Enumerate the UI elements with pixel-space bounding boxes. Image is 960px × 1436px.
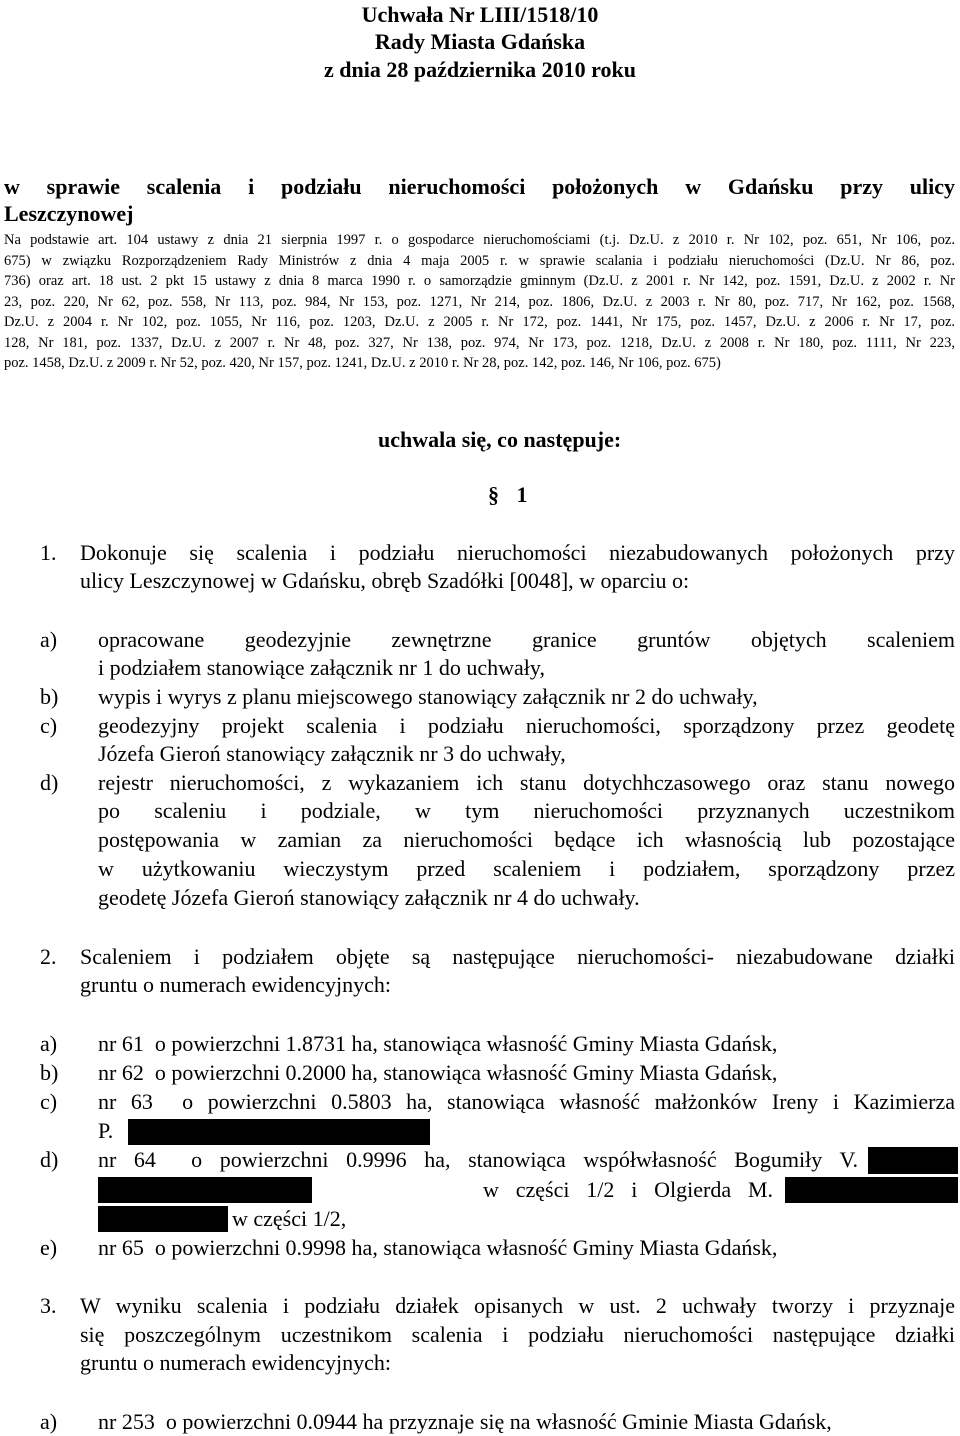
- list-item-line: postępowania w zamian za nieruchomości będące ich własnością lub pozostające: [98, 827, 955, 852]
- list-item-label: c): [40, 1089, 58, 1114]
- paragraph-line: Dokonuje się scalenia i podziału nieruchomości niezabudowanych położonych przy: [80, 540, 955, 565]
- subject-line: Leszczynowej: [4, 201, 134, 226]
- list-item-label: d): [40, 770, 59, 795]
- list-item-label: b): [40, 1060, 59, 1085]
- list-item-line: nr 63 o powierzchni 0.5803 ha, stanowiąca własność małżonków Ireny i Kazimierza: [98, 1089, 955, 1114]
- list-item-line: nr 61 o powierzchni 1.8731 ha, stanowiąca własność Gminy Miasta Gdańsk,: [98, 1031, 778, 1056]
- legal-basis-line: poz. 1458, Dz.U. z 2009 r. Nr 52, poz. 420, Nr 157, poz. 1241, Dz.U. z 2010 r. Nr 28, poz. 142, poz. 146, Nr 106, poz. 675): [4, 355, 721, 371]
- list-item-line: wypis i wyrys z planu miejscowego stanowiący załącznik nr 2 do uchwały,: [98, 684, 758, 709]
- paragraph-line: Scaleniem i podziałem objęte są następujące nieruchomości- niezabudowane działki: [80, 944, 955, 969]
- legal-basis-line: 128, Nr 181, poz. 1337, Dz.U. z 2007 r. Nr 48, poz. 327, Nr 138, poz. 974, Nr 173, poz. 1218, Dz.U. z 2008 r. Nr 180, poz. 1111, Nr 223,: [4, 335, 955, 351]
- paragraph-line: gruntu o numerach ewidencyjnych:: [80, 1350, 391, 1375]
- list-item-line: i podziałem stanowiące załącznik nr 1 do uchwały,: [98, 655, 545, 680]
- list-item-line: geodetę Józefa Gieroń stanowiący załącznik nr 4 do uchwały.: [98, 885, 640, 910]
- redaction-box: [98, 1177, 312, 1203]
- legal-basis-line: Dz.U. z 2004 r. Nr 102, poz. 1055, Nr 116, poz. 1203, Dz.U. z 2005 r. Nr 172, poz. 1441, Nr 175, poz. 1457, Dz.U. z 2006 r. Nr 17, poz.: [4, 314, 955, 330]
- list-item-line: w części 1/2,: [232, 1206, 347, 1231]
- list-item-line: P.: [98, 1118, 114, 1143]
- legal-basis-line: 736) oraz art. 18 ust. 2 pkt 15 ustawy z dnia 8 marca 1990 r. o samorządzie gminnym (Dz.U. z 2001 r. Nr 142, poz. 1591, Dz.U. z 2002 r. Nr: [4, 273, 955, 289]
- legal-basis-line: Na podstawie art. 104 ustawy z dnia 21 sierpnia 1997 r. o gospodarce nieruchomościami (t.j. Dz.U. z 2010 r. Nr 102, poz. 651, Nr 106, poz.: [4, 232, 955, 248]
- paragraph-number: 3.: [40, 1293, 57, 1318]
- paragraph-line: gruntu o numerach ewidencyjnych:: [80, 972, 391, 997]
- list-item-label: c): [40, 713, 58, 738]
- paragraph-line: się poszczególnym uczestnikom scalenia i podziału nieruchomości następujące działki: [80, 1322, 955, 1347]
- list-item-line: nr 62 o powierzchni 0.2000 ha, stanowiąca własność Gminy Miasta Gdańsk,: [98, 1060, 778, 1085]
- list-item-line: w części 1/2 i Olgierda M.: [483, 1177, 773, 1202]
- list-item-line: Józefa Gieroń stanowiący załącznik nr 3 do uchwały,: [98, 741, 566, 766]
- paragraph-line: ulicy Leszczynowej w Gdańsku, obręb Szadółki [0048], w oparciu o:: [80, 568, 690, 593]
- list-item-line: opracowane geodezyjnie zewnętrzne granice gruntów objętych scaleniem: [98, 627, 955, 652]
- list-item-line: nr 65 o powierzchni 0.9998 ha, stanowiąca własność Gminy Miasta Gdańsk,: [98, 1235, 778, 1260]
- list-item-line: rejestr nieruchomości, z wykazaniem ich stanu dotychhczasowego oraz stanu nowego: [98, 770, 955, 795]
- list-item-line: nr 64 o powierzchni 0.9996 ha, stanowiąca współwłasność Bogumiły V.: [98, 1147, 858, 1172]
- list-item-label: d): [40, 1147, 59, 1172]
- paragraph-number: 1.: [40, 540, 57, 565]
- subject-line: w sprawie scalenia i podziału nieruchomości położonych w Gdańsku przy ulicy: [4, 174, 955, 199]
- paragraph-line: W wyniku scalenia i podziału działek opisanych w ust. 2 uchwały tworzy i przyznaje: [80, 1293, 955, 1318]
- section-mark: § 1: [488, 482, 528, 507]
- resolution-intro: uchwala się, co następuje:: [378, 427, 622, 452]
- list-item-label: a): [40, 1031, 58, 1056]
- legal-basis-line: 23, poz. 220, Nr 62, poz. 558, Nr 113, poz. 984, Nr 153, poz. 1271, Nr 214, poz. 1806, Dz.U. z 2003 r. Nr 80, poz. 717, Nr 162, poz. 1568,: [4, 294, 955, 310]
- list-item-label: a): [40, 1409, 58, 1434]
- title-line-2: Rady Miasta Gdańska: [374, 29, 586, 54]
- title-line-3: z dnia 28 października 2010 roku: [324, 57, 636, 82]
- redaction-box: [785, 1177, 958, 1203]
- list-item-label: e): [40, 1235, 58, 1260]
- list-item-line: nr 253 o powierzchni 0.0944 ha przyznaje się na własność Gminie Miasta Gdańsk,: [98, 1409, 832, 1434]
- list-item-label: b): [40, 684, 59, 709]
- list-item-line: geodezyjny projekt scalenia i podziału nieruchomości, sporządzony przez geodetę: [98, 713, 955, 738]
- redaction-box: [98, 1206, 228, 1232]
- redaction-box: [128, 1119, 430, 1145]
- legal-basis-line: 675) w związku Rozporządzeniem Rady Ministrów z dnia 4 maja 2005 r. w sprawie scalania i podziału nieruchomości (Dz.U. Nr 86, poz.: [4, 253, 955, 269]
- list-item-label: a): [40, 627, 58, 652]
- paragraph-number: 2.: [40, 944, 57, 969]
- redaction-box: [868, 1147, 958, 1174]
- list-item-line: w użytkowaniu wieczystym przed scaleniem i podziałem, sporządzony przez: [98, 856, 955, 881]
- title-line-1: Uchwała Nr LIII/1518/10: [361, 2, 599, 27]
- list-item-line: po scaleniu i podziale, w tym nieruchomości przyznanych uczestnikom: [98, 798, 955, 823]
